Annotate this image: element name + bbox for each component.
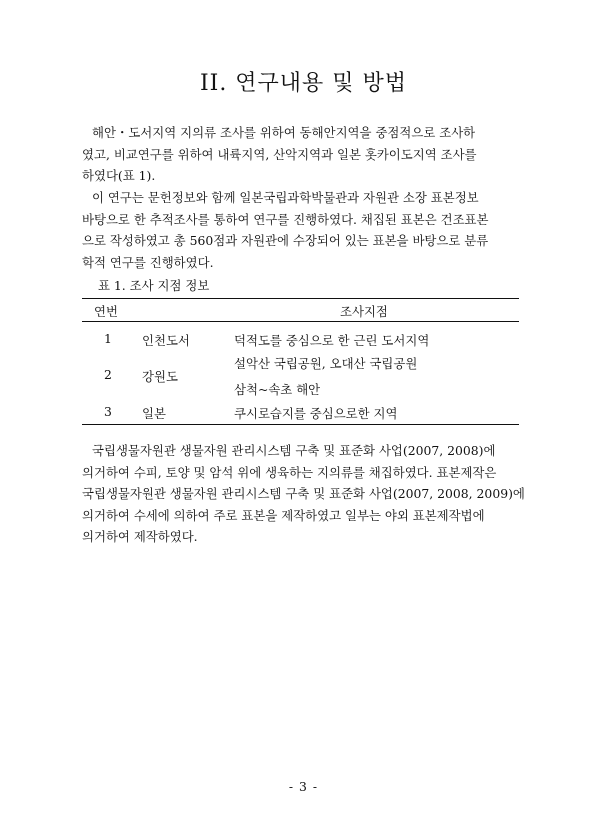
paragraph-line: 하였다(표 1). [82,168,156,183]
paragraph-line: 으로 작성하였고 총 560점과 자원관에 수장되어 있는 표본을 바탕으로 분류 [82,233,489,248]
paragraph-line: 였고, 비교연구를 위하여 내륙지역, 산악지역과 일본 홋카이도지역 조사를 [82,146,477,162]
paragraph-line: 국립생물자원관 생물자원 관리시스템 구축 및 표준화 사업(2007, 2008)에 [92,443,496,458]
table-header-site: 조사지점 [340,304,388,319]
table-caption: 표 1. 조사 지점 정보 [98,278,210,293]
table-cell-region: 강원도 [142,369,178,384]
table-cell-site: 삼척~속초 해안 [234,382,321,397]
paragraph-line: 국립생물자원관 생물자원 관리시스템 구축 및 표준화 사업(2007, 2008, 2009)에 [82,486,525,501]
paragraph-line: 의거하여 수피, 토양 및 암석 위에 생육하는 지의류를 채집하였다. 표본제작은 [82,464,497,480]
table-header-rule [82,321,519,322]
paragraph-line: 이 연구는 문헌정보와 함께 일본국립과학박물관과 자원관 소장 표본정보 [92,190,479,205]
paragraph-line: 바탕으로 한 추적조사를 통하여 연구를 진행하였다. 채집된 표본은 건조표본 [82,211,489,227]
table-top-rule [82,298,519,299]
table-cell-number: 2 [104,367,112,382]
table-cell-number: 1 [104,331,112,346]
table-cell-site: 덕적도를 중심으로 한 근린 도서지역 [234,333,430,348]
table-cell-site: 설악산 국립공원, 오대산 국립공원 [234,356,418,371]
paragraph-line: 해안・도서지역 지의류 조사를 위하여 동해안지역을 중점적으로 조사하 [92,125,476,140]
paragraph-line: 의거하여 제작하였다. [82,529,198,544]
page-number: - 3 - [288,779,319,794]
paragraph-methods [82,187,528,273]
paragraph-line: 의거하여 수세에 의하여 주로 표본을 제작하였고 일부는 야외 표본제작법에 [82,507,485,523]
paragraph-collection [82,440,528,548]
paragraph-line: 학적 연구를 진행하였다. [82,254,214,270]
table-cell-number: 3 [104,404,112,419]
table-bottom-rule [82,424,519,425]
table-header-number: 연번 [94,304,118,319]
table-cell-site: 쿠시로습지를 중심으로한 지역 [234,406,398,421]
paragraph-survey-area [82,122,528,187]
table-cell-region: 인천도서 [142,333,190,348]
section-title: II. 연구내용 및 방법 [199,71,408,96]
table-cell-region: 일본 [142,406,166,421]
